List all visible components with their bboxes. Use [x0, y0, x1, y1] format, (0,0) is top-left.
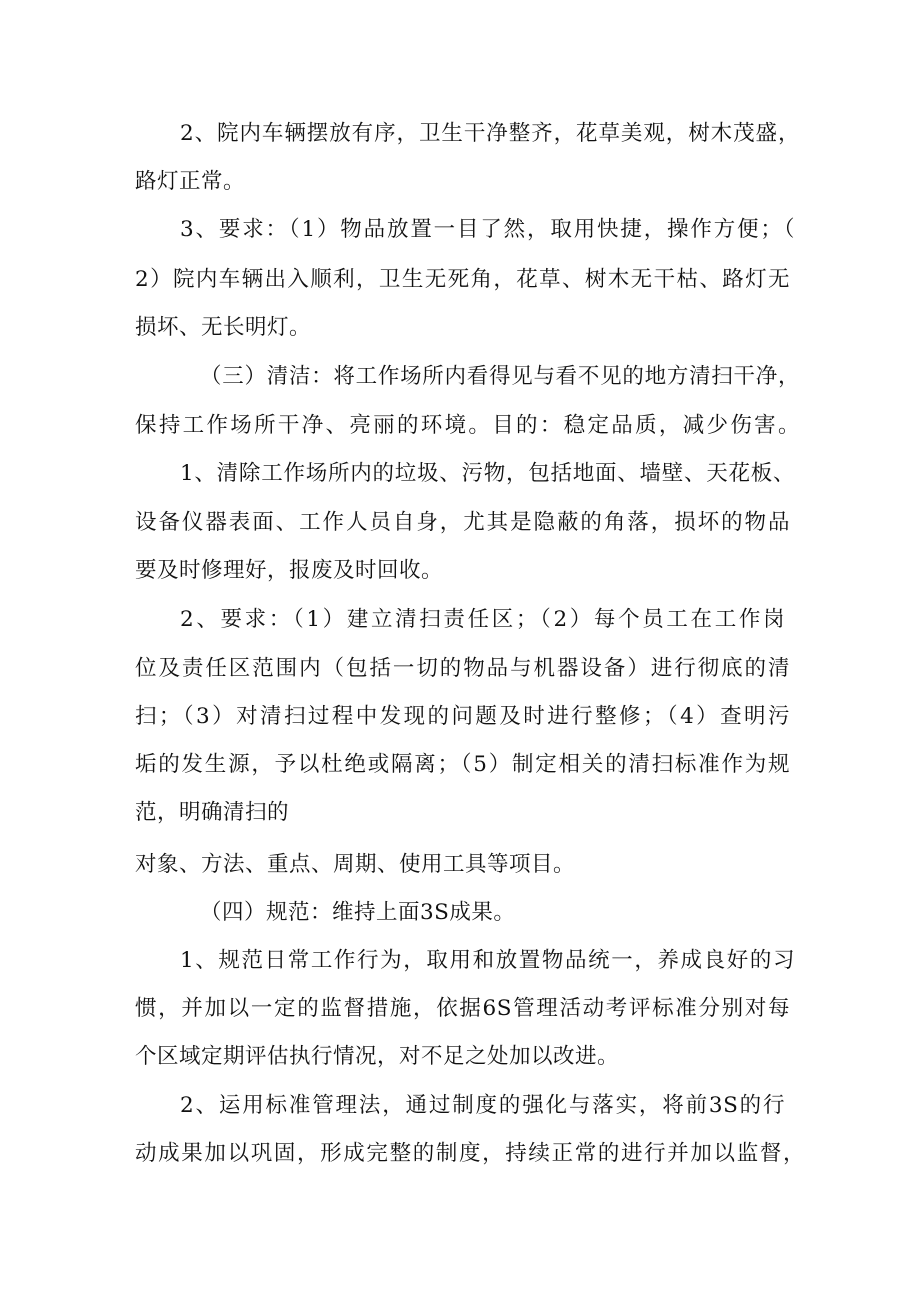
paragraph-line: 要及时修理好，报废及时回收。: [135, 558, 444, 583]
paragraph-line: 2、运用标准管理法，通过制度的强化与落实，将前3S的行: [180, 1093, 785, 1118]
paragraph-line: 保持工作场所干净、亮丽的环境。目的：稳定品质，减少伤害。: [135, 413, 800, 438]
paragraph-line: 惯，并加以一定的监督措施，依据6S管理活动考评标准分别对每: [135, 996, 790, 1021]
section-heading-line: （四）规范：维持上面3S成果。: [200, 900, 516, 925]
paragraph-line: 动成果加以巩固，形成完整的制度，持续正常的进行并加以监督，: [135, 1141, 805, 1166]
paragraph-line: 范，明确清扫的: [135, 800, 290, 825]
paragraph-line: 2、要求：（1）建立清扫责任区；（2）每个员工在工作岗: [180, 607, 785, 632]
section-heading-line: （三）清洁：将工作场所内看得见与看不见的地方清扫干净，: [200, 364, 800, 389]
paragraph-line: 2）院内车辆出入顺利，卫生无死角，花草、树木无干枯、路灯无: [135, 267, 790, 292]
paragraph-line: 位及责任区范围内（包括一切的物品与机器设备）进行彻底的清: [135, 656, 790, 681]
paragraph-line: 设备仪器表面、工作人员自身，尤其是隐蔽的角落，损坏的物品: [135, 510, 790, 535]
paragraph-line: 1、规范日常工作行为，取用和放置物品统一，养成良好的习: [180, 948, 795, 973]
paragraph-line: 对象、方法、重点、周期、使用工具等项目。: [135, 852, 576, 877]
paragraph-line: 垢的发生源，予以杜绝或隔离；（5）制定相关的清扫标准作为规: [135, 752, 790, 777]
paragraph-line: 路灯正常。: [135, 169, 246, 194]
paragraph-line: 3、要求：（1）物品放置一目了然，取用快捷，操作方便；（: [180, 217, 795, 242]
paragraph-line: 扫；（3）对清扫过程中发现的问题及时进行整修；（4）查明污: [135, 704, 790, 729]
paragraph-line: 1、清除工作场所内的垃圾、污物，包括地面、墙壁、天花板、: [180, 461, 795, 486]
paragraph-line: 损坏、无长明灯。: [135, 315, 312, 340]
paragraph-line: 个区域定期评估执行情况，对不足之处加以改进。: [135, 1044, 620, 1069]
paragraph-line: 2、院内车辆摆放有序，卫生干净整齐，花草美观，树木茂盛，: [180, 121, 800, 146]
